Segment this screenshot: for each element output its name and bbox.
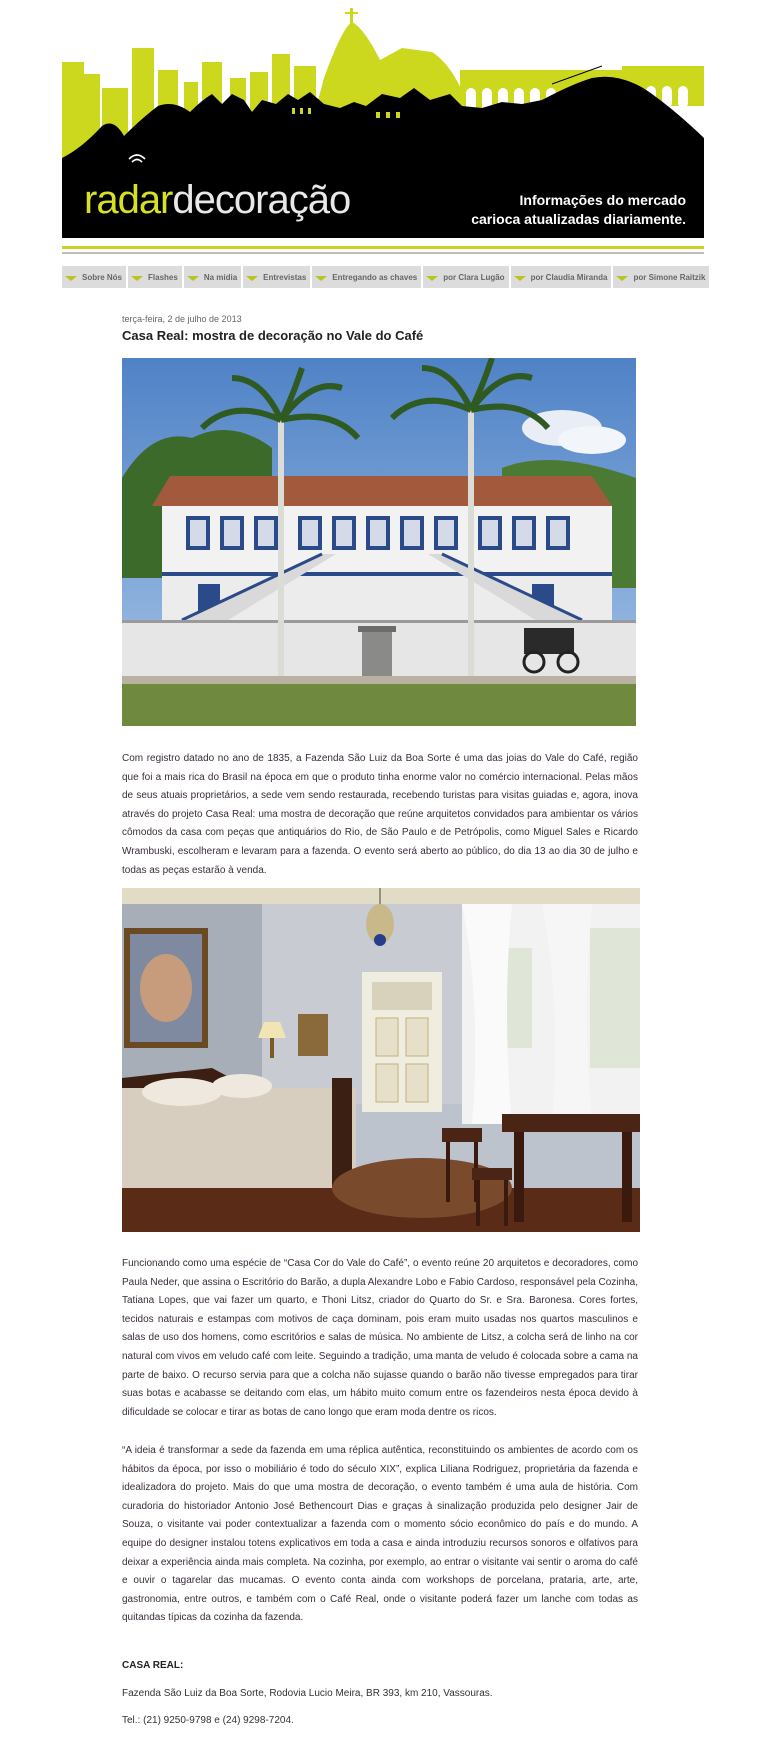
nav-label: por Clara Lugão <box>443 272 505 282</box>
event-info-title: CASA REAL: <box>122 1660 184 1671</box>
nav-arrow-icon <box>315 276 327 281</box>
nav-label: por Simone Raitzik <box>633 272 706 282</box>
nav-arrow-icon <box>246 276 258 281</box>
nav-label: por Claudia Miranda <box>530 272 608 282</box>
article-paragraph-3: “A ideia é transformar a sede da fazenda em uma réplica autêntica, reconstituindo os ambientes de acordo com os hábitos da época, por isso o mobiliário é todo do século XIX”, explica Liliana Rodriguez, proprietária da fazenda e idealizadora do projeto. Mais do que uma mostra de decoração, o evento também é uma aula de história. Com curadoria do historiador Antonio José Bethencourt Dias e graças à sinalização produzida pelo designer Jair de Souza, o visitante vai poder contextualizar a fazenda com o momento sócio econômico do país e do mundo. A equipe do designer instalou totens explicativos em toda a casa e ainda introduziu recursos sonoros e olfativos para deixar a experiência ainda mais completa. Na cozinha, por exemplo, ao entrar o visitante vai sentir o aroma do café e ouvir o tagarelar das mucamas. O evento conta ainda com workshops de porcelana, prataria, arte, arte, gastronomia, entre outros, e também com o Café Real, onde o visitante poderá fazer um lanche com todas as quitandas típicas da cozinha da fazenda. <box>122 1445 638 1624</box>
fazenda-facade-photo[interactable] <box>122 358 636 726</box>
top-navigation <box>62 266 710 288</box>
fazenda-facade-illustration <box>122 358 636 726</box>
nav-item-na-midia[interactable] <box>184 266 241 288</box>
nav-item-entrevistas[interactable] <box>243 266 310 288</box>
nav-arrow-icon <box>65 276 77 281</box>
tagline-line-2: carioca atualizadas diariamente. <box>471 211 686 227</box>
article-paragraph-2: Funcionando como uma espécie de “Casa Cor do Vale do Café”, o evento reúne 20 arquitetos e decoradores, como Paula Neder, que assina o Escritório do Barão, a dupla Alexandre Lobo e Fabio Cardoso, responsável pela Cozinha, Tatiana Lopes, que vai fazer um quarto, e Thoni Litsz, criador do Quarto do Sr. e Sra. Baronesa. Cores fortes, tecidos naturais e estampas com motivos de caça dominam, pois eram muito usadas nos quartos masculinos e salas de uso dos homens, como escritórios e salas de música. No ambiente de Litsz, a colcha será de linho na cor natural com vivos em veludo café com leite. Seguindo a tradição, uma manta de veludo é colocada sobre a cama na parte de baixo. O recurso servia para que a colcha não sujasse quando o barão não tivesse empregados para tirar suas botas e acabasse se deitando com elas, um hábito muito comum entre os fazendeiros nesta época devido à dificuldade se colocar e tirar as botas de cano longo que eram moda dentre os ricos. <box>122 1258 638 1418</box>
header-banner[interactable] <box>62 8 704 238</box>
header-divider-accent <box>62 246 704 249</box>
nav-label: Na mídia <box>203 272 238 282</box>
header-divider-gray <box>62 252 704 254</box>
nav-arrow-icon <box>426 276 438 281</box>
nav-item-clara-lugao[interactable] <box>423 266 508 288</box>
nav-arrow-icon <box>616 276 628 281</box>
post-date: terça-feira, 2 de julho de 2013 <box>122 314 242 324</box>
logo-part-radar: radar <box>84 178 173 222</box>
logo-part-decoracao: decoração <box>172 178 351 222</box>
bedroom-interior-photo[interactable] <box>122 888 640 1232</box>
bedroom-interior-illustration <box>122 888 640 1232</box>
post-title[interactable]: Casa Real: mostra de decoração no Vale do Café <box>122 328 424 343</box>
nav-item-flashes[interactable] <box>128 266 182 288</box>
nav-item-claudia-miranda[interactable] <box>511 266 612 288</box>
tagline-line-1: Informações do mercado <box>519 192 686 208</box>
nav-label: Entregando as chaves <box>332 272 418 282</box>
nav-item-simone-raitzik[interactable] <box>613 266 709 288</box>
nav-label: Flashes <box>148 272 178 282</box>
nav-arrow-icon <box>187 276 199 281</box>
nav-item-sobre-nos[interactable] <box>62 266 126 288</box>
site-tagline <box>406 191 686 229</box>
nav-item-entregando-as-chaves[interactable] <box>312 266 421 288</box>
nav-arrow-icon <box>131 276 143 281</box>
event-address: Fazenda São Luiz da Boa Sorte, Rodovia Lucio Meira, BR 393, km 210, Vassouras. <box>122 1688 493 1699</box>
site-logo[interactable] <box>84 178 350 223</box>
nav-label: Sobre Nós <box>82 272 123 282</box>
event-phone: Tel.: (21) 9250-9798 e (24) 9298-7204. <box>122 1715 294 1726</box>
nav-label: Entrevistas <box>263 272 307 282</box>
article-paragraph-1: Com registro datado no ano de 1835, a Fazenda São Luiz da Boa Sorte é uma das joias do Vale do Café, região que foi a mais rica do Brasil na época em que o produto tinha enorme valor no comércio internacional. Pelas mãos de seus atuais proprietários, a sede vem sendo restaurada, recebendo turistas para visitas guiadas e, agora, inova através do projeto Casa Real: uma mostra de decoração que reúne arquitetos convidados para ambientar os vários cômodos da casa com peças que antiquários do Rio, de São Paulo e de Petrópolis, como Miguel Sales e Ricardo Wrambuski, escolheram e levaram para a fazenda. O evento será aberto ao público, do dia 13 ao dia 30 de julho e todas as peças estarão à venda. <box>122 753 638 876</box>
nav-arrow-icon <box>514 276 526 281</box>
